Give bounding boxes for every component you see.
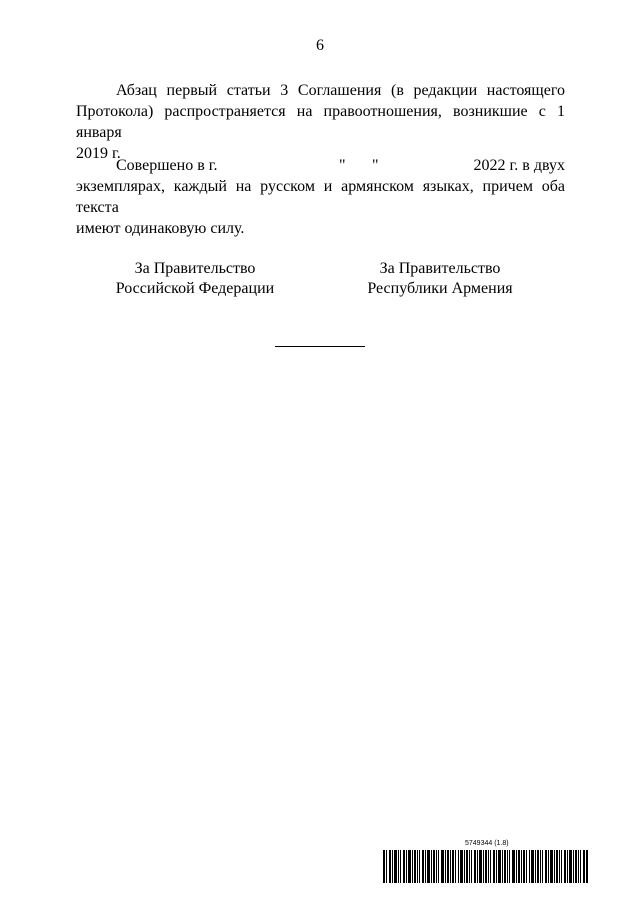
signature-party: Российской Федерации [115, 280, 275, 297]
paragraph-line: Протокола) распространяется на правоотношения, возникшие с 1 января [76, 103, 565, 141]
paragraph-done-at [76, 155, 565, 239]
signature-label: За Правительство [134, 260, 256, 277]
end-divider [275, 346, 365, 347]
paragraph-line: экземплярах, каждый на русском и армянском языках, причем оба текста [76, 178, 565, 216]
year-text: 2022 г. в двух [473, 157, 565, 174]
barcode-image [383, 850, 588, 883]
paragraph-line: Абзац первый статьи 3 Соглашения (в редакции настоящего [116, 82, 565, 99]
barcode-label: 5749344 (1.8) [465, 840, 509, 847]
signature-russia [100, 259, 290, 299]
quote-open: " [339, 157, 346, 174]
signature-label: За Правительство [379, 260, 501, 277]
signature-armenia [345, 259, 535, 299]
paragraph-line: 2019 г. [76, 145, 121, 162]
paragraph-line: имеют одинаковую силу. [76, 220, 245, 237]
paragraph-applicability [76, 80, 565, 164]
quote-close: " [372, 157, 379, 174]
done-at-text: Совершено в г. [116, 157, 218, 174]
paragraph-line-signing [76, 155, 565, 176]
signature-party: Республики Армения [367, 280, 513, 297]
document-barcode [383, 840, 588, 884]
page-number: 6 [316, 37, 324, 54]
